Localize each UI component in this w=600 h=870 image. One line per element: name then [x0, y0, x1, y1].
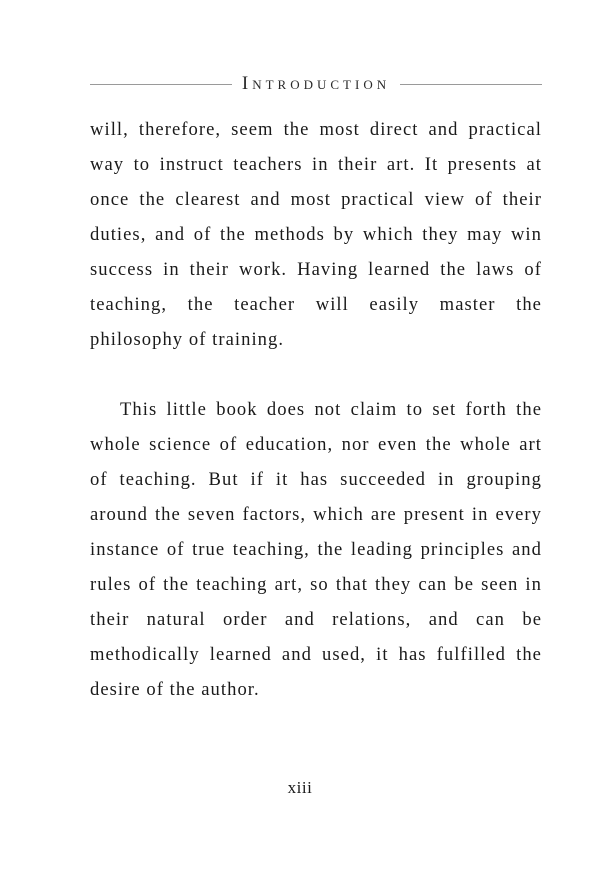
- running-header: [90, 70, 542, 98]
- paragraph: This little book does not claim to set forth the whole science of education, nor even the whole art of teaching. But if it has succeeded in grouping around the seven factors, which are present in every instance of true teaching, the leading principles and rules of the teaching art, so that they can be seen in their natural order and relations, and can be methodically learned and used, it has fulfilled the desire of the author.: [90, 399, 542, 700]
- header-rule-right: [400, 84, 542, 85]
- body-text: [90, 112, 542, 707]
- running-title: Introduction: [241, 73, 391, 94]
- page-number: xiii: [287, 778, 313, 797]
- header-rule-left: [90, 84, 232, 85]
- paragraph-continued: will, therefore, seem the most direct and practical way to instruct teachers in their art. It presents at once the clearest and most practical view of their duties, and of the methods by which they may win success in their work. Having learned the laws of teaching, the teacher will easily master the philosophy of training.: [90, 119, 542, 350]
